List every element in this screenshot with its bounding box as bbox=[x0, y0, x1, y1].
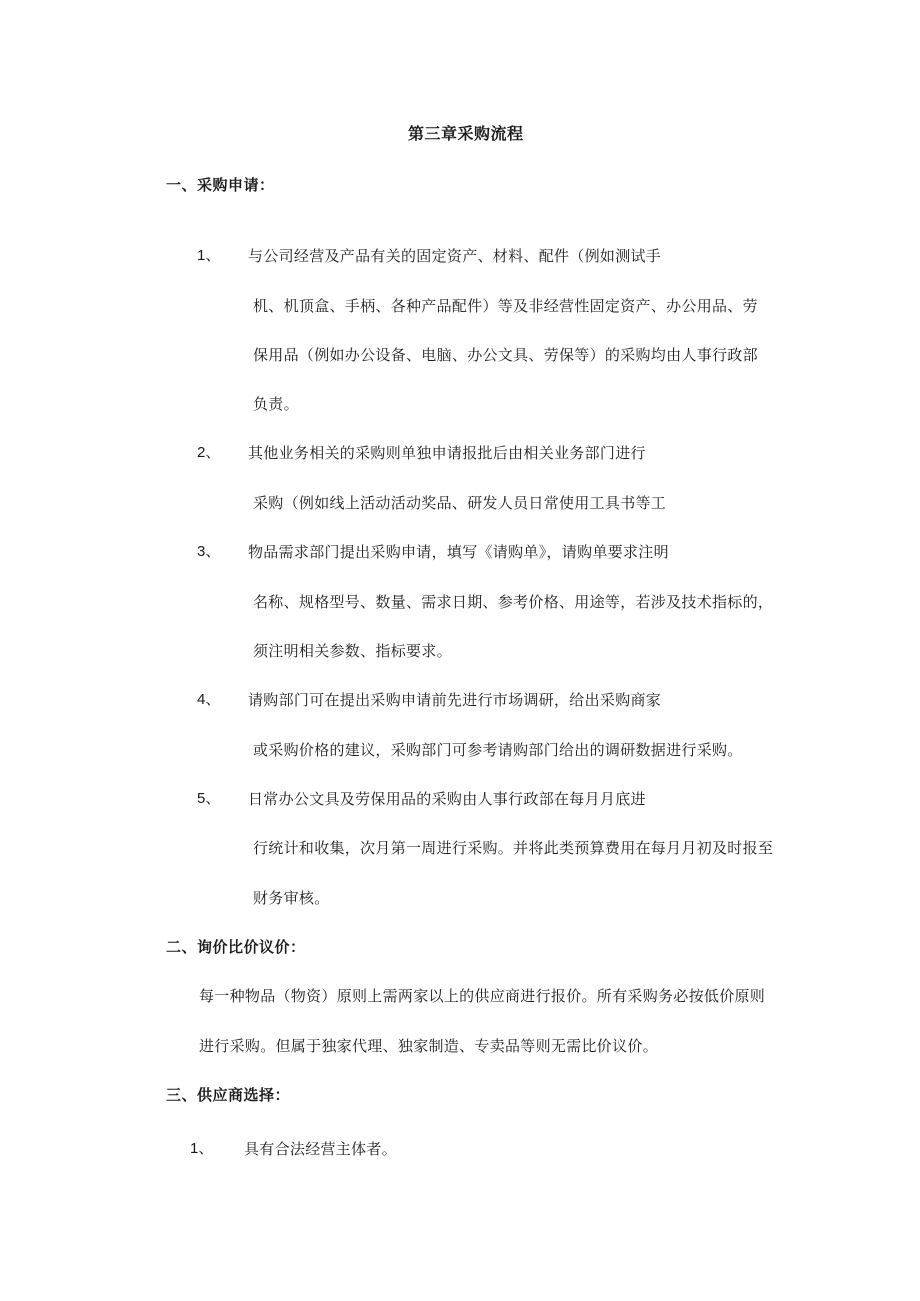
item-text-line: 采购（例如线上活动活动奖品、研发人员日常使用工具书等工 bbox=[253, 494, 667, 512]
item-text-line: 机、机顶盒、手柄、各种产品配件）等及非经营性固定资产、办公用品、劳 bbox=[253, 297, 758, 315]
item-number: 4、 bbox=[197, 691, 221, 708]
item-text-line: 行统计和收集，次月第一周进行采购。并将此类预算费用在每月月初及时报至 bbox=[253, 839, 774, 857]
paragraph-line: 每一种物品（物资）原则上需两家以上的供应商进行报价。所有采购务必按低价原则 bbox=[199, 987, 766, 1005]
item-number: 1、 bbox=[190, 1140, 214, 1157]
item-number: 5、 bbox=[197, 790, 221, 807]
item-text-line: 财务审核。 bbox=[253, 889, 330, 907]
item-text-line: 请购部门可在提出采购申请前先进行市场调研，给出采购商家 bbox=[248, 691, 662, 709]
item-text-line: 负责。 bbox=[253, 395, 299, 413]
item-text-line: 具有合法经营主体者。 bbox=[244, 1140, 398, 1158]
item-number: 1、 bbox=[197, 247, 221, 264]
item-text-line: 或采购价格的建议，采购部门可参考请购部门给出的调研数据进行采购。 bbox=[253, 741, 743, 759]
item-text-line: 须注明相关参数、指标要求。 bbox=[253, 642, 452, 660]
item-text-line: 物品需求部门提出采购申请，填写《请购单》，请购单要求注明 bbox=[248, 543, 669, 561]
section-heading-supplier-selection: 三、供应商选择： bbox=[166, 1086, 291, 1104]
item-text-line: 其他业务相关的采购则单独申请报批后由相关业务部门进行 bbox=[248, 444, 646, 462]
section-heading-purchase-request: 一、采购申请： bbox=[166, 176, 275, 194]
paragraph-line: 进行采购。但属于独家代理、独家制造、专卖品等则无需比价议价。 bbox=[199, 1037, 659, 1055]
item-number: 3、 bbox=[197, 543, 221, 560]
item-text-line: 名称、规格型号、数量、需求日期、参考价格、用途等，若涉及技术指标的， bbox=[253, 593, 774, 611]
item-text-line: 保用品（例如办公设备、电脑、办公文具、劳保等）的采购均由人事行政部 bbox=[253, 346, 758, 364]
page-title: 第三章采购流程 bbox=[408, 124, 524, 143]
item-text-line: 日常办公文具及劳保用品的采购由人事行政部在每月月底进 bbox=[248, 790, 646, 808]
item-text-line: 与公司经营及产品有关的固定资产、材料、配件（例如测试手 bbox=[248, 247, 662, 265]
item-number: 2、 bbox=[197, 444, 221, 461]
section-heading-inquiry-comparison: 二、询价比价议价： bbox=[166, 938, 306, 956]
